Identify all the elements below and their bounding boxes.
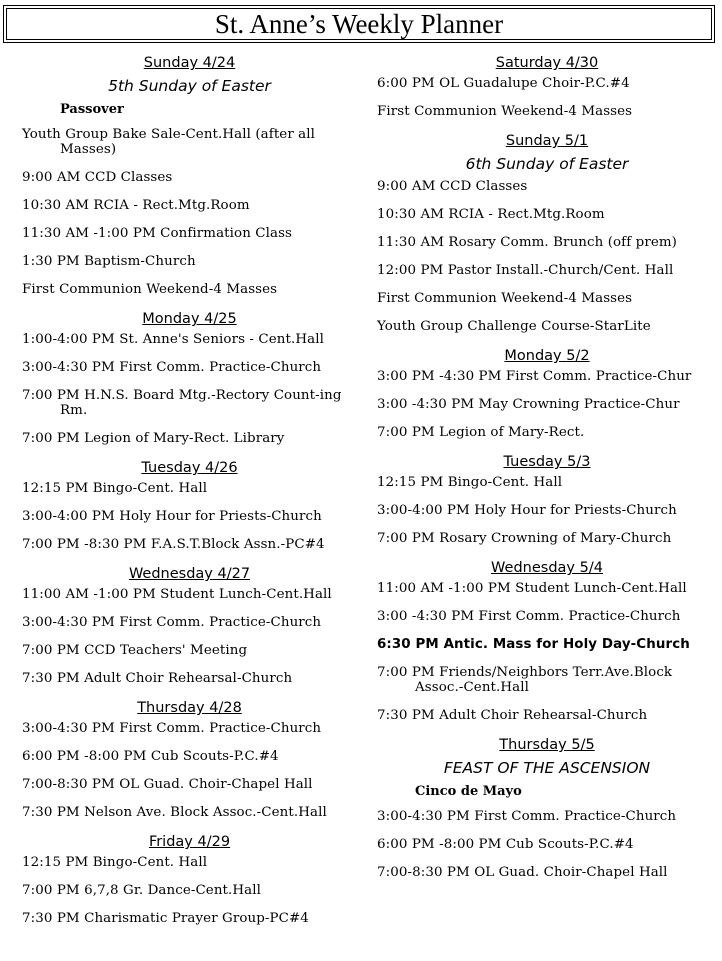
event-item: 9:00 AM CCD Classes xyxy=(377,179,528,194)
day-date: 4/27 xyxy=(217,566,251,582)
event-item: 7:30 PM Adult Choir Rehearsal-Church xyxy=(22,671,293,686)
day-heading xyxy=(22,54,357,73)
event-item: 11:00 AM -1:00 PM Student Lunch-Cent.Hall xyxy=(377,581,687,596)
event-item: 3:00-4:30 PM First Comm. Practice-Church xyxy=(377,809,677,824)
event-item: 10:30 AM RCIA - Rect.Mtg.Room xyxy=(377,207,605,222)
day-date: 4/30 xyxy=(565,55,599,71)
day-heading xyxy=(377,132,717,151)
event-item: 12:00 PM Pastor Install.-Church/Cent. Hall xyxy=(377,263,674,278)
day-date: 4/29 xyxy=(197,834,231,850)
event-item: 7:00 PM Legion of Mary-Rect. Library xyxy=(22,431,285,446)
day-heading xyxy=(22,565,357,584)
event-item: 3:00-4:30 PM First Comm. Practice-Church xyxy=(22,615,322,630)
day-name: Tuesday xyxy=(141,460,201,476)
feast-title: 6th Sunday of Easter xyxy=(465,155,629,173)
event-item: First Communion Weekend-4 Masses xyxy=(377,291,633,306)
event-item: First Communion Weekend-4 Masses xyxy=(377,104,633,119)
event-item: 7:00 PM Legion of Mary-Rect. xyxy=(377,425,585,440)
event-item: 7:00 PM H.N.S. Board Mtg.-Rectory Count-ing Rm. xyxy=(22,388,342,418)
day-name: Sunday xyxy=(505,133,561,149)
observance-note: Cinco de Mayo xyxy=(415,784,522,799)
day-heading xyxy=(377,736,717,755)
event-item: 3:00-4:30 PM First Comm. Practice-Church xyxy=(22,360,322,375)
event-item: 12:15 PM Bingo-Cent. Hall xyxy=(22,855,208,870)
day-name: Tuesday xyxy=(503,454,563,470)
day-date: 5/2 xyxy=(566,348,590,364)
event-item: 3:00 PM -4:30 PM First Comm. Practice-Chur xyxy=(377,369,692,384)
event-item: 7:00-8:30 PM OL Guad. Choir-Chapel Hall xyxy=(377,865,668,880)
day-name: Saturday xyxy=(495,55,562,71)
event-item: 3:00 -4:30 PM First Comm. Practice-Church xyxy=(377,609,681,624)
event-item: 7:30 PM Charismatic Prayer Group-PC#4 xyxy=(22,911,309,926)
day-date: 5/4 xyxy=(579,560,603,576)
event-item: 6:00 PM OL Guadalupe Choir-P.C.#4 xyxy=(377,76,630,91)
event-item: 6:30 PM Antic. Mass for Holy Day-Church xyxy=(377,637,690,652)
event-item: 11:30 AM -1:00 PM Confirmation Class xyxy=(22,226,293,241)
day-heading xyxy=(22,833,357,852)
event-item: 6:00 PM -8:00 PM Cub Scouts-P.C.#4 xyxy=(377,837,634,852)
feast-title: 5th Sunday of Easter xyxy=(108,77,271,95)
day-name: Monday xyxy=(142,311,200,327)
day-heading xyxy=(377,559,717,578)
day-name: Thursday xyxy=(137,700,205,716)
left-column xyxy=(22,52,357,939)
event-item: 1:30 PM Baptism-Church xyxy=(22,254,196,269)
event-item: 10:30 AM RCIA - Rect.Mtg.Room xyxy=(22,198,250,213)
event-item: 3:00-4:00 PM Holy Hour for Priests-Church xyxy=(22,509,322,524)
event-item: 7:30 PM Adult Choir Rehearsal-Church xyxy=(377,708,648,723)
event-item: 7:00 PM CCD Teachers' Meeting xyxy=(22,643,248,658)
event-item: 3:00 -4:30 PM May Crowning Practice-Chur xyxy=(377,397,680,412)
event-item: 7:00-8:30 PM OL Guad. Choir-Chapel Hall xyxy=(22,777,313,792)
day-name: Thursday xyxy=(499,737,567,753)
event-item: Youth Group Challenge Course-StarLite xyxy=(377,319,651,334)
event-item: First Communion Weekend-4 Masses xyxy=(22,282,278,297)
day-heading xyxy=(377,453,717,472)
day-date: 5/5 xyxy=(571,737,595,753)
day-date: 4/25 xyxy=(204,311,237,327)
event-item: 7:00 PM Rosary Crowning of Mary-Church xyxy=(377,531,672,546)
day-name: Sunday xyxy=(143,55,199,71)
event-item: 3:00-4:30 PM First Comm. Practice-Church xyxy=(22,721,322,736)
day-heading xyxy=(22,459,357,478)
event-item: 11:00 AM -1:00 PM Student Lunch-Cent.Hall xyxy=(22,587,332,602)
day-heading xyxy=(377,54,717,73)
event-item: 7:30 PM Nelson Ave. Block Assoc.-Cent.Hall xyxy=(22,805,327,820)
day-heading xyxy=(377,347,717,366)
event-item: 7:00 PM Friends/Neighbors Terr.Ave.Block Assoc.-Cent.Hall xyxy=(377,665,673,695)
day-heading xyxy=(22,310,357,329)
day-date: 4/26 xyxy=(205,460,238,476)
event-item: 9:00 AM CCD Classes xyxy=(22,170,173,185)
event-item: 11:30 AM Rosary Comm. Brunch (off prem) xyxy=(377,235,677,250)
event-item: 6:00 PM -8:00 PM Cub Scouts-P.C.#4 xyxy=(22,749,279,764)
day-heading xyxy=(22,699,357,718)
planner-title-box xyxy=(3,5,715,43)
event-item: 1:00-4:00 PM St. Anne's Seniors - Cent.Hall xyxy=(22,332,324,347)
observance-note: Passover xyxy=(60,102,124,117)
day-date: 5/1 xyxy=(564,133,589,149)
feast-title: FEAST OF THE ASCENSION xyxy=(443,759,651,777)
day-name: Friday xyxy=(148,834,193,850)
event-item: 12:15 PM Bingo-Cent. Hall xyxy=(377,475,563,490)
right-column xyxy=(377,52,717,893)
event-item: 7:00 PM 6,7,8 Gr. Dance-Cent.Hall xyxy=(22,883,262,898)
event-item: 3:00-4:00 PM Holy Hour for Priests-Church xyxy=(377,503,677,518)
day-name: Wednesday xyxy=(491,560,575,576)
event-item: 7:00 PM -8:30 PM F.A.S.T.Block Assn.-PC#4 xyxy=(22,537,325,552)
page-title: St. Anne’s Weekly Planner xyxy=(214,8,504,39)
day-date: 5/3 xyxy=(567,454,591,470)
day-name: Monday xyxy=(504,348,562,364)
day-date: 4/24 xyxy=(202,55,236,71)
day-name: Wednesday xyxy=(128,566,213,582)
event-item: 12:15 PM Bingo-Cent. Hall xyxy=(22,481,208,496)
day-date: 4/28 xyxy=(209,700,242,716)
event-item: Youth Group Bake Sale-Cent.Hall (after all Masses) xyxy=(22,127,316,157)
